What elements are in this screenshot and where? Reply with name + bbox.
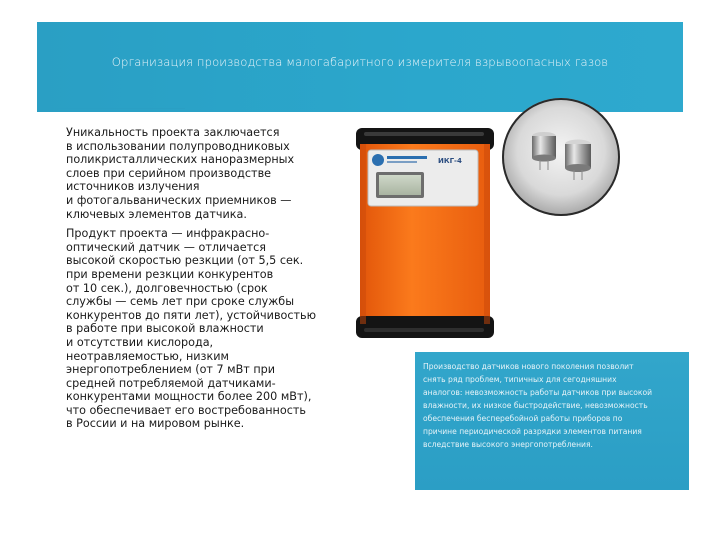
paragraph-uniqueness: Уникальность проекта заключается в использовании полупроводниковых поликристаллических наноразмерных слоев при серийном производстве источников излучения и фотогальванических приемников — ключевых элементов датчика.: [66, 126, 295, 221]
slide-title: Организация производства малогабаритного измерителя взрывоопасных газов: [111, 55, 609, 69]
title-bar: [37, 22, 683, 112]
title-underline: [37, 108, 185, 109]
body-text: [66, 126, 356, 431]
caption-box: [415, 352, 689, 490]
device-model-label: ИКГ-4: [438, 157, 462, 165]
device-image: [354, 128, 498, 340]
caption-text: Производство датчиков нового поколения позволит снять ряд проблем, типичных для сегодняшних аналогов: невозможность работы датчиков при высокой влажности, их низкое быстродействие, невозможность обеспечения бесперебойной работы приборов по причине периодической разрядки элементов питания вследствие высокого энергопотребления.: [423, 362, 653, 449]
sensors-image: [502, 98, 620, 216]
paragraph-product: Продукт проекта — инфракрасно- оптический датчик — отличается высокой скоростью резкции (от 5,5 сек. при времени резкции конкурентов от 10 сек.), долговечностью (срок службы — семь лет при сроке службы конкурентов до пяти лет), устойчивостью в работе при высокой влажности и отсутствии кислорода, неотравляемостью, низким энергопотреблением (от 7 мВт при средней потребляемой датчиками- конкурентами мощности более 200 мВт), что обеспечивает его востребованность в России и на мировом рынке.: [66, 227, 317, 431]
